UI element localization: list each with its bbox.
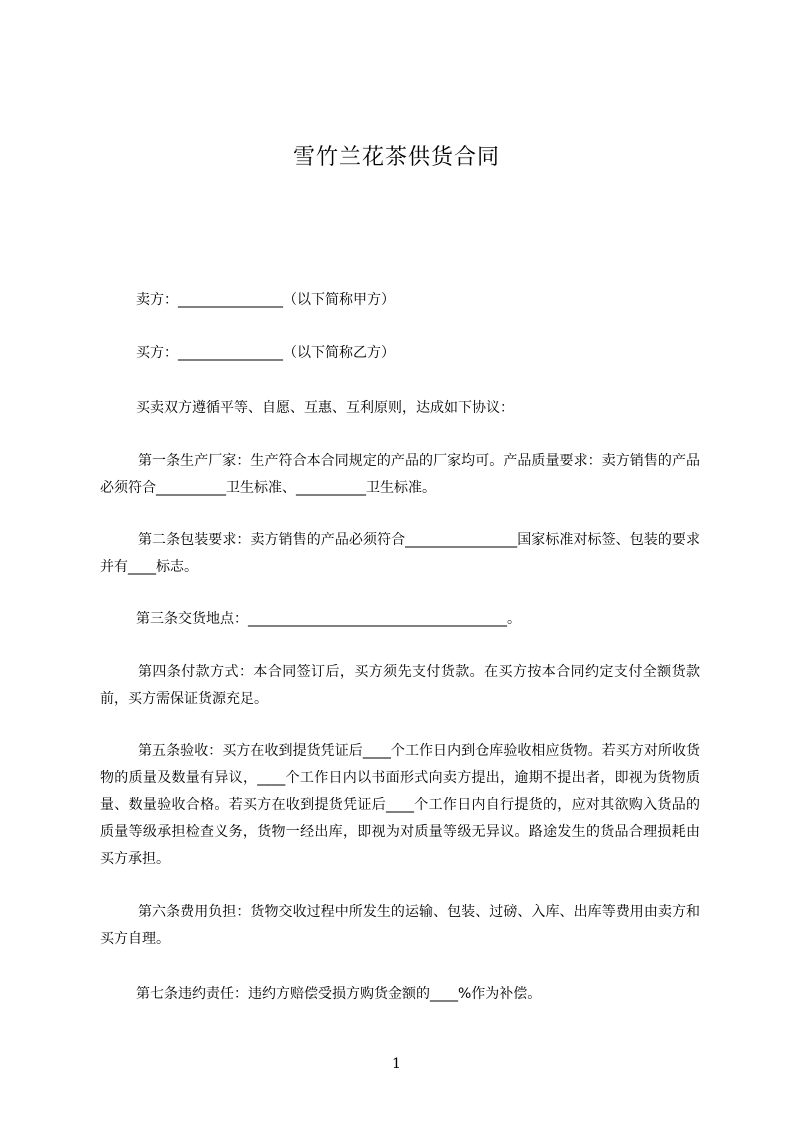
- document-title: 雪竹兰花茶供货合同: [292, 145, 500, 170]
- intro-paragraph: 买卖双方遵循平等、自愿、互惠、互利原则，达成如下协议：: [136, 400, 514, 416]
- clause-2: 第二条包装要求：卖方销售的产品必须符合________________国家标准对标签、包装的要求并有____标志。: [100, 532, 700, 575]
- clause-6: 第六条费用负担：货物交收过程中所发生的运输、包装、过磅、入库、出库等费用由卖方和买方自理。: [100, 904, 700, 947]
- clause-1: 第一条生产厂家：生产符合本合同规定的产品的厂家均可。产品质量要求：卖方销售的产品必须符合__________卫生标准、__________卫生标准。: [100, 453, 700, 496]
- clause-7: 第七条违约责任：违约方赔偿受损方购货金额的____%作为补偿。: [136, 986, 542, 1002]
- page-number: 1: [392, 1056, 401, 1072]
- seller-line: 卖方：_______________（以下简称甲方）: [136, 292, 395, 308]
- clause-5: 第五条验收：买方在收到提货凭证后____个工作日内到仓库验收相应货物。若买方对所收货物的质量及数量有异议，____个工作日内以书面形式向卖方提出，逾期不提出者，即视为货物质量、数量验收合格。若买方在收到提货凭证后____个工作日内自行提货的，应对其欲购入货品的质量等级承担检查义务，货物一经出库，即视为对质量等级无异议。路途发生的货品合理损耗由买方承担。: [100, 743, 700, 867]
- clause-3: 第三条交货地点：_____________________________________。: [136, 611, 521, 627]
- clause-4: 第四条付款方式：本合同签订后，买方须先支付货款。在买方按本合同约定支付全额货款前，买方需保证货源充足。: [100, 664, 700, 707]
- buyer-line: 买方：_______________（以下简称乙方）: [136, 345, 395, 361]
